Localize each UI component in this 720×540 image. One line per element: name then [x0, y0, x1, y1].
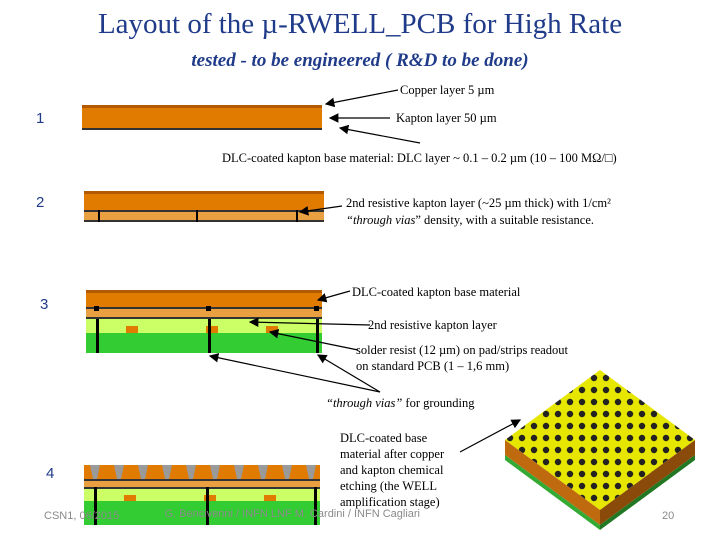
label-etched-line3: and kapton chemical: [340, 463, 444, 477]
label-dlc-base-short: DLC-coated kapton base material: [352, 285, 521, 299]
label-dlc-base: DLC-coated kapton base material: DLC layer ~ 0.1 – 0.2 µm (10 – 100 MΩ/□): [222, 151, 617, 165]
step-number-3: 3: [40, 296, 49, 313]
step-number-4: 4: [46, 465, 55, 482]
label-resistive-2-line1: 2nd resistive kapton layer (~25 µm thick) with 1/cm²: [346, 196, 611, 210]
arrow-vias-2: [210, 356, 380, 392]
label-vias-italic: “through vias”: [326, 396, 403, 410]
label-resistive-2-rest: ” density, with a suitable resistance.: [415, 213, 594, 227]
stack-1-copper-kapton: [82, 105, 322, 130]
label-etched-line1: DLC-coated base: [340, 431, 428, 445]
label-etched-line2: material after copper: [340, 447, 445, 461]
step-number-2: 2: [36, 194, 45, 211]
footer-left: CSN1, 06/2015: [44, 510, 120, 522]
label-resistive-short: 2nd resistive kapton layer: [368, 318, 497, 332]
step-number-1: 1: [36, 110, 45, 127]
label-solder-line1: solder resist (12 µm) on pad/strips readout: [356, 343, 569, 357]
label-kapton-layer: Kapton layer 50 µm: [396, 111, 497, 125]
arrow-dlc: [340, 128, 420, 143]
arrow-copper: [326, 90, 398, 104]
label-etched-line4: etching (the WELL: [340, 479, 437, 493]
page-title: Layout of the µ-RWELL_PCB for High Rate: [97, 8, 623, 40]
label-resistive-2-italic: “through vias: [346, 213, 416, 227]
label-copper-layer: Copper layer 5 µm: [400, 83, 495, 97]
well-3d-render: [505, 370, 695, 530]
label-resistive-2-line2: [346, 212, 594, 228]
arrow-dlc-3: [318, 291, 350, 300]
label-solder-line2: on standard PCB (1 – 1,6 mm): [356, 359, 510, 373]
stack-3-on-pcb: [86, 290, 322, 353]
label-vias-rest: for grounding: [402, 396, 475, 410]
footer-page-number: 20: [662, 510, 675, 522]
footer-center: G. Bencivenni / INFN LNF M. Cardini / INFN Cagliari: [164, 508, 420, 520]
label-etched-line5: amplification stage): [340, 495, 440, 509]
label-through-vias: [326, 395, 475, 411]
stack-2-resistive-layer: [84, 191, 324, 222]
page-subtitle: tested - to be engineered ( R&D to be done): [191, 50, 529, 71]
